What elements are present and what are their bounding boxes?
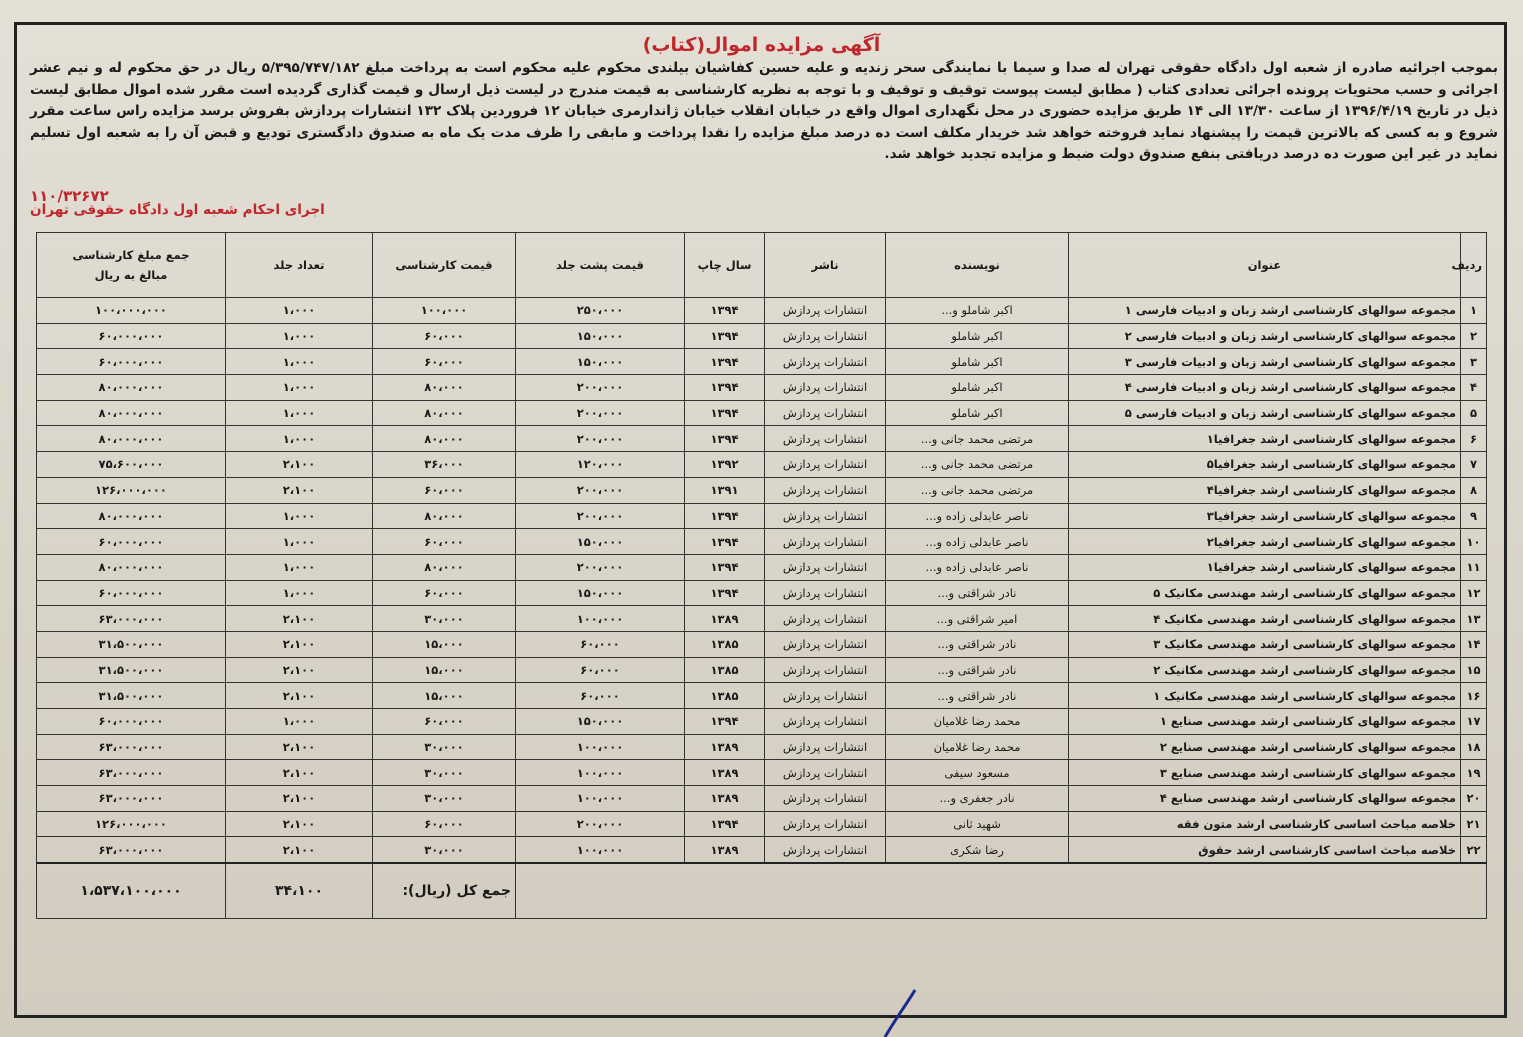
cell-cover-price: ۲۰۰،۰۰۰ [516, 503, 685, 529]
cell-count: ۲،۱۰۰ [226, 631, 373, 657]
cell-year: ۱۳۸۵ [685, 657, 765, 683]
cell-year: ۱۳۹۱ [685, 477, 765, 503]
cell-year: ۱۳۹۴ [685, 709, 765, 735]
cell-book-title: مجموعه سوالهای کارشناسی ارشد مهندسی مکانیک ۱ [1069, 683, 1461, 709]
cell-author: نادر شراقتی و... [886, 580, 1069, 606]
header-total-label: جمع مبلغ کارشناسی [72, 248, 190, 262]
cell-expert-price: ۸۰،۰۰۰ [373, 554, 516, 580]
cell-publisher: انتشارات پردازش [765, 503, 886, 529]
cell-total: ۶۰،۰۰۰،۰۰۰ [37, 323, 226, 349]
notice-body: بموجب اجرائیه صادره از شعبه اول دادگاه حقوقی تهران له صدا و سیما با نمایندگی سحر زندیه و علیه حسین کفاشیان بیلندی محکوم علیه محکوم است به پرداخت مبلغ ۵/۳۹۵/۷۴۷/۱۸۲ ریال در حق محکوم له و نیم عشر اجرائی و حسب محتویات پرونده اجرائی تعدادی کتاب ( مطابق لیست پیوست توقیف و توقیف و با توجه به نظریه کارشناسی به قیمت مندرج در لیست ذیل ارسال و قیمت گذاری گردیده است مقرر شده اموال مطابق لیست ذیل در تاریخ ۱۳۹۶/۴/۱۹ از ساعت ۱۳/۳۰ الی ۱۴ طریق مزایده حضوری در محل نگهداری اموال واقع در خیابان انقلاب خیابان ژاندارمری خیابان ۱۲ فروردین پلاک ۱۳۲ انتشارات پردازش بفروش برسد مزایده راس ساعت مقرر شروع و به کسی که بالاترین قیمت را پیشنهاد نماید فروخته خواهد شد خریدار مکلف است ده درصد مبلغ مزایده را نقدا پرداخت و مابقی را ظرف مدت یک ماه به صندوق دادگستری تودیع و قبض آن را به شعبه اول تسلیم نماید در غیر این صورت ده درصد دریافتی بنفع صندوق دولت ضبط و مزایده تجدید خواهد شد. [30, 60, 1498, 162]
cell-year: ۱۳۹۴ [685, 298, 765, 324]
cell-row-number: ۸ [1461, 477, 1487, 503]
cell-row-number: ۶ [1461, 426, 1487, 452]
cell-cover-price: ۲۰۰،۰۰۰ [516, 400, 685, 426]
cell-expert-price: ۱۰۰،۰۰۰ [373, 298, 516, 324]
cell-expert-price: ۸۰،۰۰۰ [373, 503, 516, 529]
cell-book-title: مجموعه سوالهای کارشناسی ارشد جغرافیا۵ [1069, 452, 1461, 478]
table-row [37, 503, 1487, 529]
table-row [37, 477, 1487, 503]
cell-cover-price: ۱۵۰،۰۰۰ [516, 580, 685, 606]
cell-expert-price: ۱۵،۰۰۰ [373, 657, 516, 683]
cell-book-title: مجموعه سوالهای کارشناسی ارشد مهندسی صنایع ۱ [1069, 709, 1461, 735]
cell-count: ۱،۰۰۰ [226, 349, 373, 375]
cell-total: ۳۱،۵۰۰،۰۰۰ [37, 631, 226, 657]
cell-author: نادر شراقتی و... [886, 631, 1069, 657]
cell-row-number: ۱۷ [1461, 709, 1487, 735]
cell-author: اکبر شاملو و... [886, 298, 1069, 324]
table-row [37, 631, 1487, 657]
cell-year: ۱۳۸۵ [685, 683, 765, 709]
cell-total: ۳۱،۵۰۰،۰۰۰ [37, 657, 226, 683]
cell-publisher: انتشارات پردازش [765, 554, 886, 580]
table-row [37, 400, 1487, 426]
header-publisher: ناشر [765, 233, 886, 298]
table-total-row [37, 863, 1487, 919]
table-row [37, 580, 1487, 606]
cell-expert-price: ۶۰،۰۰۰ [373, 709, 516, 735]
table-row [37, 811, 1487, 837]
cell-author: محمد رضا غلامیان [886, 734, 1069, 760]
cell-book-title: مجموعه سوالهای کارشناسی ارشد جغرافیا۱ [1069, 554, 1461, 580]
cell-row-number: ۱۰ [1461, 529, 1487, 555]
cell-cover-price: ۱۵۰،۰۰۰ [516, 323, 685, 349]
cell-total: ۶۰،۰۰۰،۰۰۰ [37, 580, 226, 606]
cell-count: ۲،۱۰۰ [226, 657, 373, 683]
cell-expert-price: ۳۰،۰۰۰ [373, 734, 516, 760]
cell-row-number: ۱۳ [1461, 606, 1487, 632]
header-author: نویسنده [886, 233, 1069, 298]
cell-total: ۶۳،۰۰۰،۰۰۰ [37, 606, 226, 632]
cell-cover-price: ۲۰۰،۰۰۰ [516, 811, 685, 837]
cell-total: ۷۵،۶۰۰،۰۰۰ [37, 452, 226, 478]
cell-row-number: ۵ [1461, 400, 1487, 426]
cell-author: اکبر شاملو [886, 349, 1069, 375]
cell-expert-price: ۳۰،۰۰۰ [373, 837, 516, 863]
cell-total: ۸۰،۰۰۰،۰۰۰ [37, 503, 226, 529]
cell-cover-price: ۶۰،۰۰۰ [516, 631, 685, 657]
cell-expert-price: ۱۵،۰۰۰ [373, 683, 516, 709]
cell-publisher: انتشارات پردازش [765, 477, 886, 503]
header-year: سال چاپ [685, 233, 765, 298]
cell-author: رضا شکری [886, 837, 1069, 863]
cell-cover-price: ۱۵۰،۰۰۰ [516, 349, 685, 375]
table-row [37, 606, 1487, 632]
cell-total: ۱۲۶،۰۰۰،۰۰۰ [37, 477, 226, 503]
cell-book-title: مجموعه سوالهای کارشناسی ارشد مهندسی مکانیک ۳ [1069, 631, 1461, 657]
cell-count: ۱،۰۰۰ [226, 400, 373, 426]
table-row [37, 529, 1487, 555]
pen-stroke-mark [860, 990, 950, 1037]
cell-expert-price: ۶۰،۰۰۰ [373, 529, 516, 555]
notice-title: آگهی مزایده اموال(کتاب) [642, 34, 881, 56]
cell-publisher: انتشارات پردازش [765, 837, 886, 863]
cell-author: اکبر شاملو [886, 323, 1069, 349]
cell-year: ۱۳۹۴ [685, 529, 765, 555]
cell-author: ناصر عابدلی زاده و... [886, 503, 1069, 529]
cell-publisher: انتشارات پردازش [765, 349, 886, 375]
cell-publisher: انتشارات پردازش [765, 298, 886, 324]
cell-cover-price: ۱۰۰،۰۰۰ [516, 606, 685, 632]
cell-publisher: انتشارات پردازش [765, 606, 886, 632]
cell-total: ۸۰،۰۰۰،۰۰۰ [37, 554, 226, 580]
cell-book-title: مجموعه سوالهای کارشناسی ارشد زبان و ادبیات فارسی ۲ [1069, 323, 1461, 349]
cell-book-title: مجموعه سوالهای کارشناسی ارشد جغرافیا۲ [1069, 529, 1461, 555]
cell-book-title: خلاصه مباحث اساسی کارشناسی ارشد حقوق [1069, 837, 1461, 863]
cell-cover-price: ۱۰۰،۰۰۰ [516, 734, 685, 760]
cell-cover-price: ۲۰۰،۰۰۰ [516, 477, 685, 503]
cell-total: ۶۰،۰۰۰،۰۰۰ [37, 349, 226, 375]
table-row [37, 375, 1487, 401]
cell-count: ۱،۰۰۰ [226, 298, 373, 324]
total-count: ۳۴،۱۰۰ [226, 863, 373, 919]
cell-total: ۸۰،۰۰۰،۰۰۰ [37, 400, 226, 426]
cell-expert-price: ۶۰،۰۰۰ [373, 580, 516, 606]
cell-author: ناصر عابدلی زاده و... [886, 529, 1069, 555]
table-row [37, 657, 1487, 683]
cell-cover-price: ۲۰۰،۰۰۰ [516, 375, 685, 401]
cell-book-title: مجموعه سوالهای کارشناسی ارشد زبان و ادبیات فارسی ۴ [1069, 375, 1461, 401]
cell-author: نادر شراقتی و... [886, 683, 1069, 709]
cell-author: اکبر شاملو [886, 400, 1069, 426]
cell-row-number: ۱۱ [1461, 554, 1487, 580]
cell-year: ۱۳۹۴ [685, 554, 765, 580]
cell-total: ۶۳،۰۰۰،۰۰۰ [37, 837, 226, 863]
cell-year: ۱۳۸۹ [685, 786, 765, 812]
issuer-signature: اجرای احکام شعبه اول دادگاه حقوقی تهران [30, 202, 325, 218]
cell-publisher: انتشارات پردازش [765, 580, 886, 606]
cell-year: ۱۳۹۴ [685, 811, 765, 837]
cell-author: شهید ثانی [886, 811, 1069, 837]
cell-book-title: مجموعه سوالهای کارشناسی ارشد زبان و ادبیات فارسی ۵ [1069, 400, 1461, 426]
cell-total: ۱۰۰،۰۰۰،۰۰۰ [37, 298, 226, 324]
cell-total: ۶۰،۰۰۰،۰۰۰ [37, 529, 226, 555]
cell-publisher: انتشارات پردازش [765, 709, 886, 735]
cell-expert-price: ۳۰،۰۰۰ [373, 760, 516, 786]
header-expert-price: قیمت کارشناسی [373, 233, 516, 298]
cell-count: ۱،۰۰۰ [226, 426, 373, 452]
cell-year: ۱۳۹۴ [685, 349, 765, 375]
cell-publisher: انتشارات پردازش [765, 452, 886, 478]
cell-author: مسعود سیفی [886, 760, 1069, 786]
cell-count: ۲،۱۰۰ [226, 734, 373, 760]
cell-row-number: ۱۹ [1461, 760, 1487, 786]
cell-author: اکبر شاملو [886, 375, 1069, 401]
cell-author: مرتضی محمد جانی و... [886, 452, 1069, 478]
cell-year: ۱۳۸۹ [685, 837, 765, 863]
cell-author: امیر شراقتی و... [886, 606, 1069, 632]
table-row [37, 298, 1487, 324]
cell-cover-price: ۲۵۰،۰۰۰ [516, 298, 685, 324]
table-header-row [37, 233, 1487, 298]
cell-row-number: ۱ [1461, 298, 1487, 324]
cell-expert-price: ۶۰،۰۰۰ [373, 477, 516, 503]
table-row [37, 734, 1487, 760]
cell-year: ۱۳۸۵ [685, 631, 765, 657]
cell-book-title: مجموعه سوالهای کارشناسی ارشد جغرافیا۴ [1069, 477, 1461, 503]
cell-cover-price: ۱۲۰،۰۰۰ [516, 452, 685, 478]
cell-cover-price: ۱۰۰،۰۰۰ [516, 837, 685, 863]
table-row [37, 554, 1487, 580]
cell-year: ۱۳۹۴ [685, 400, 765, 426]
cell-author: نادر شراقتی و... [886, 657, 1069, 683]
cell-book-title: مجموعه سوالهای کارشناسی ارشد جغرافیا۱ [1069, 426, 1461, 452]
cell-year: ۱۳۹۲ [685, 452, 765, 478]
cell-cover-price: ۲۰۰،۰۰۰ [516, 554, 685, 580]
cell-book-title: مجموعه سوالهای کارشناسی ارشد مهندسی صنایع ۴ [1069, 786, 1461, 812]
cell-publisher: انتشارات پردازش [765, 657, 886, 683]
cell-total: ۸۰،۰۰۰،۰۰۰ [37, 375, 226, 401]
cell-count: ۲،۱۰۰ [226, 452, 373, 478]
cell-count: ۱،۰۰۰ [226, 323, 373, 349]
cell-expert-price: ۶۰،۰۰۰ [373, 323, 516, 349]
header-row-number: ردیف [1461, 233, 1487, 298]
cell-book-title: مجموعه سوالهای کارشناسی ارشد مهندسی مکانیک ۲ [1069, 657, 1461, 683]
cell-book-title: خلاصه مباحث اساسی کارشناسی ارشد متون فقه [1069, 811, 1461, 837]
header-count: تعداد جلد [226, 233, 373, 298]
cell-count: ۲،۱۰۰ [226, 786, 373, 812]
cell-count: ۲،۱۰۰ [226, 760, 373, 786]
cell-expert-price: ۳۶،۰۰۰ [373, 452, 516, 478]
books-table [36, 232, 1487, 919]
cell-publisher: انتشارات پردازش [765, 400, 886, 426]
cell-publisher: انتشارات پردازش [765, 323, 886, 349]
cell-expert-price: ۳۰،۰۰۰ [373, 606, 516, 632]
cell-author: ناصر عابدلی زاده و... [886, 554, 1069, 580]
cell-cover-price: ۱۵۰،۰۰۰ [516, 709, 685, 735]
cell-author: مرتضی محمد جانی و... [886, 477, 1069, 503]
cell-book-title: مجموعه سوالهای کارشناسی ارشد جغرافیا۳ [1069, 503, 1461, 529]
cell-total: ۶۳،۰۰۰،۰۰۰ [37, 734, 226, 760]
cell-count: ۱،۰۰۰ [226, 554, 373, 580]
cell-book-title: مجموعه سوالهای کارشناسی ارشد مهندسی صنایع ۳ [1069, 760, 1461, 786]
cell-expert-price: ۸۰،۰۰۰ [373, 426, 516, 452]
cell-count: ۲،۱۰۰ [226, 837, 373, 863]
cell-expert-price: ۸۰،۰۰۰ [373, 400, 516, 426]
header-total-sub: مبالغ به ریال [94, 268, 168, 282]
cell-expert-price: ۳۰،۰۰۰ [373, 786, 516, 812]
cell-publisher: انتشارات پردازش [765, 734, 886, 760]
cell-expert-price: ۶۰،۰۰۰ [373, 349, 516, 375]
total-label: جمع کل (ریال): [373, 863, 516, 919]
reference-number: ۱۱۰/۳۲۶۷۲ [30, 187, 109, 205]
cell-expert-price: ۸۰،۰۰۰ [373, 375, 516, 401]
cell-row-number: ۱۲ [1461, 580, 1487, 606]
cell-expert-price: ۱۵،۰۰۰ [373, 631, 516, 657]
cell-expert-price: ۶۰،۰۰۰ [373, 811, 516, 837]
header-cover-price: قیمت پشت جلد [516, 233, 685, 298]
header-total [37, 233, 226, 298]
cell-publisher: انتشارات پردازش [765, 375, 886, 401]
table-row [37, 786, 1487, 812]
cell-count: ۲،۱۰۰ [226, 477, 373, 503]
cell-cover-price: ۶۰،۰۰۰ [516, 683, 685, 709]
cell-count: ۱،۰۰۰ [226, 580, 373, 606]
cell-publisher: انتشارات پردازش [765, 426, 886, 452]
cell-count: ۱،۰۰۰ [226, 709, 373, 735]
cell-row-number: ۴ [1461, 375, 1487, 401]
cell-row-number: ۱۵ [1461, 657, 1487, 683]
cell-row-number: ۹ [1461, 503, 1487, 529]
cell-publisher: انتشارات پردازش [765, 529, 886, 555]
cell-year: ۱۳۸۹ [685, 734, 765, 760]
cell-count: ۲،۱۰۰ [226, 606, 373, 632]
cell-cover-price: ۱۰۰،۰۰۰ [516, 760, 685, 786]
header-title: عنوان [1069, 233, 1461, 298]
cell-row-number: ۲۲ [1461, 837, 1487, 863]
table-row [37, 452, 1487, 478]
cell-row-number: ۲ [1461, 323, 1487, 349]
total-sum: ۱،۵۳۷،۱۰۰،۰۰۰ [37, 863, 226, 919]
cell-cover-price: ۶۰،۰۰۰ [516, 657, 685, 683]
cell-book-title: مجموعه سوالهای کارشناسی ارشد مهندسی صنایع ۲ [1069, 734, 1461, 760]
cell-row-number: ۲۱ [1461, 811, 1487, 837]
table-row [37, 709, 1487, 735]
cell-cover-price: ۲۰۰،۰۰۰ [516, 426, 685, 452]
cell-book-title: مجموعه سوالهای کارشناسی ارشد زبان و ادبیات فارسی ۱ [1069, 298, 1461, 324]
cell-row-number: ۲۰ [1461, 786, 1487, 812]
cell-row-number: ۱۶ [1461, 683, 1487, 709]
cell-count: ۱،۰۰۰ [226, 375, 373, 401]
cell-publisher: انتشارات پردازش [765, 786, 886, 812]
cell-publisher: انتشارات پردازش [765, 811, 886, 837]
table-row [37, 760, 1487, 786]
cell-row-number: ۱۴ [1461, 631, 1487, 657]
cell-count: ۲،۱۰۰ [226, 811, 373, 837]
cell-row-number: ۷ [1461, 452, 1487, 478]
cell-year: ۱۳۸۹ [685, 760, 765, 786]
table-row [37, 349, 1487, 375]
cell-year: ۱۳۹۴ [685, 375, 765, 401]
table-row [37, 837, 1487, 863]
table-row [37, 323, 1487, 349]
cell-book-title: مجموعه سوالهای کارشناسی ارشد زبان و ادبیات فارسی ۳ [1069, 349, 1461, 375]
cell-author: مرتضی محمد جانی و... [886, 426, 1069, 452]
cell-book-title: مجموعه سوالهای کارشناسی ارشد مهندسی مکانیک ۵ [1069, 580, 1461, 606]
cell-total: ۶۰،۰۰۰،۰۰۰ [37, 709, 226, 735]
cell-total: ۸۰،۰۰۰،۰۰۰ [37, 426, 226, 452]
cell-publisher: انتشارات پردازش [765, 631, 886, 657]
cell-count: ۱،۰۰۰ [226, 529, 373, 555]
cell-row-number: ۱۸ [1461, 734, 1487, 760]
cell-row-number: ۳ [1461, 349, 1487, 375]
cell-year: ۱۳۹۴ [685, 503, 765, 529]
cell-year: ۱۳۹۴ [685, 580, 765, 606]
cell-total: ۶۳،۰۰۰،۰۰۰ [37, 760, 226, 786]
cell-year: ۱۳۸۹ [685, 606, 765, 632]
cell-total: ۳۱،۵۰۰،۰۰۰ [37, 683, 226, 709]
cell-total: ۶۳،۰۰۰،۰۰۰ [37, 786, 226, 812]
cell-year: ۱۳۹۴ [685, 426, 765, 452]
cell-cover-price: ۱۵۰،۰۰۰ [516, 529, 685, 555]
cell-publisher: انتشارات پردازش [765, 760, 886, 786]
cell-count: ۱،۰۰۰ [226, 503, 373, 529]
cell-year: ۱۳۹۴ [685, 323, 765, 349]
cell-author: محمد رضا غلامیان [886, 709, 1069, 735]
table-row [37, 426, 1487, 452]
cell-author: نادر جعفری و... [886, 786, 1069, 812]
cell-book-title: مجموعه سوالهای کارشناسی ارشد مهندسی مکانیک ۴ [1069, 606, 1461, 632]
cell-total: ۱۲۶،۰۰۰،۰۰۰ [37, 811, 226, 837]
cell-publisher: انتشارات پردازش [765, 683, 886, 709]
table-row [37, 683, 1487, 709]
cell-cover-price: ۱۰۰،۰۰۰ [516, 786, 685, 812]
cell-count: ۲،۱۰۰ [226, 683, 373, 709]
